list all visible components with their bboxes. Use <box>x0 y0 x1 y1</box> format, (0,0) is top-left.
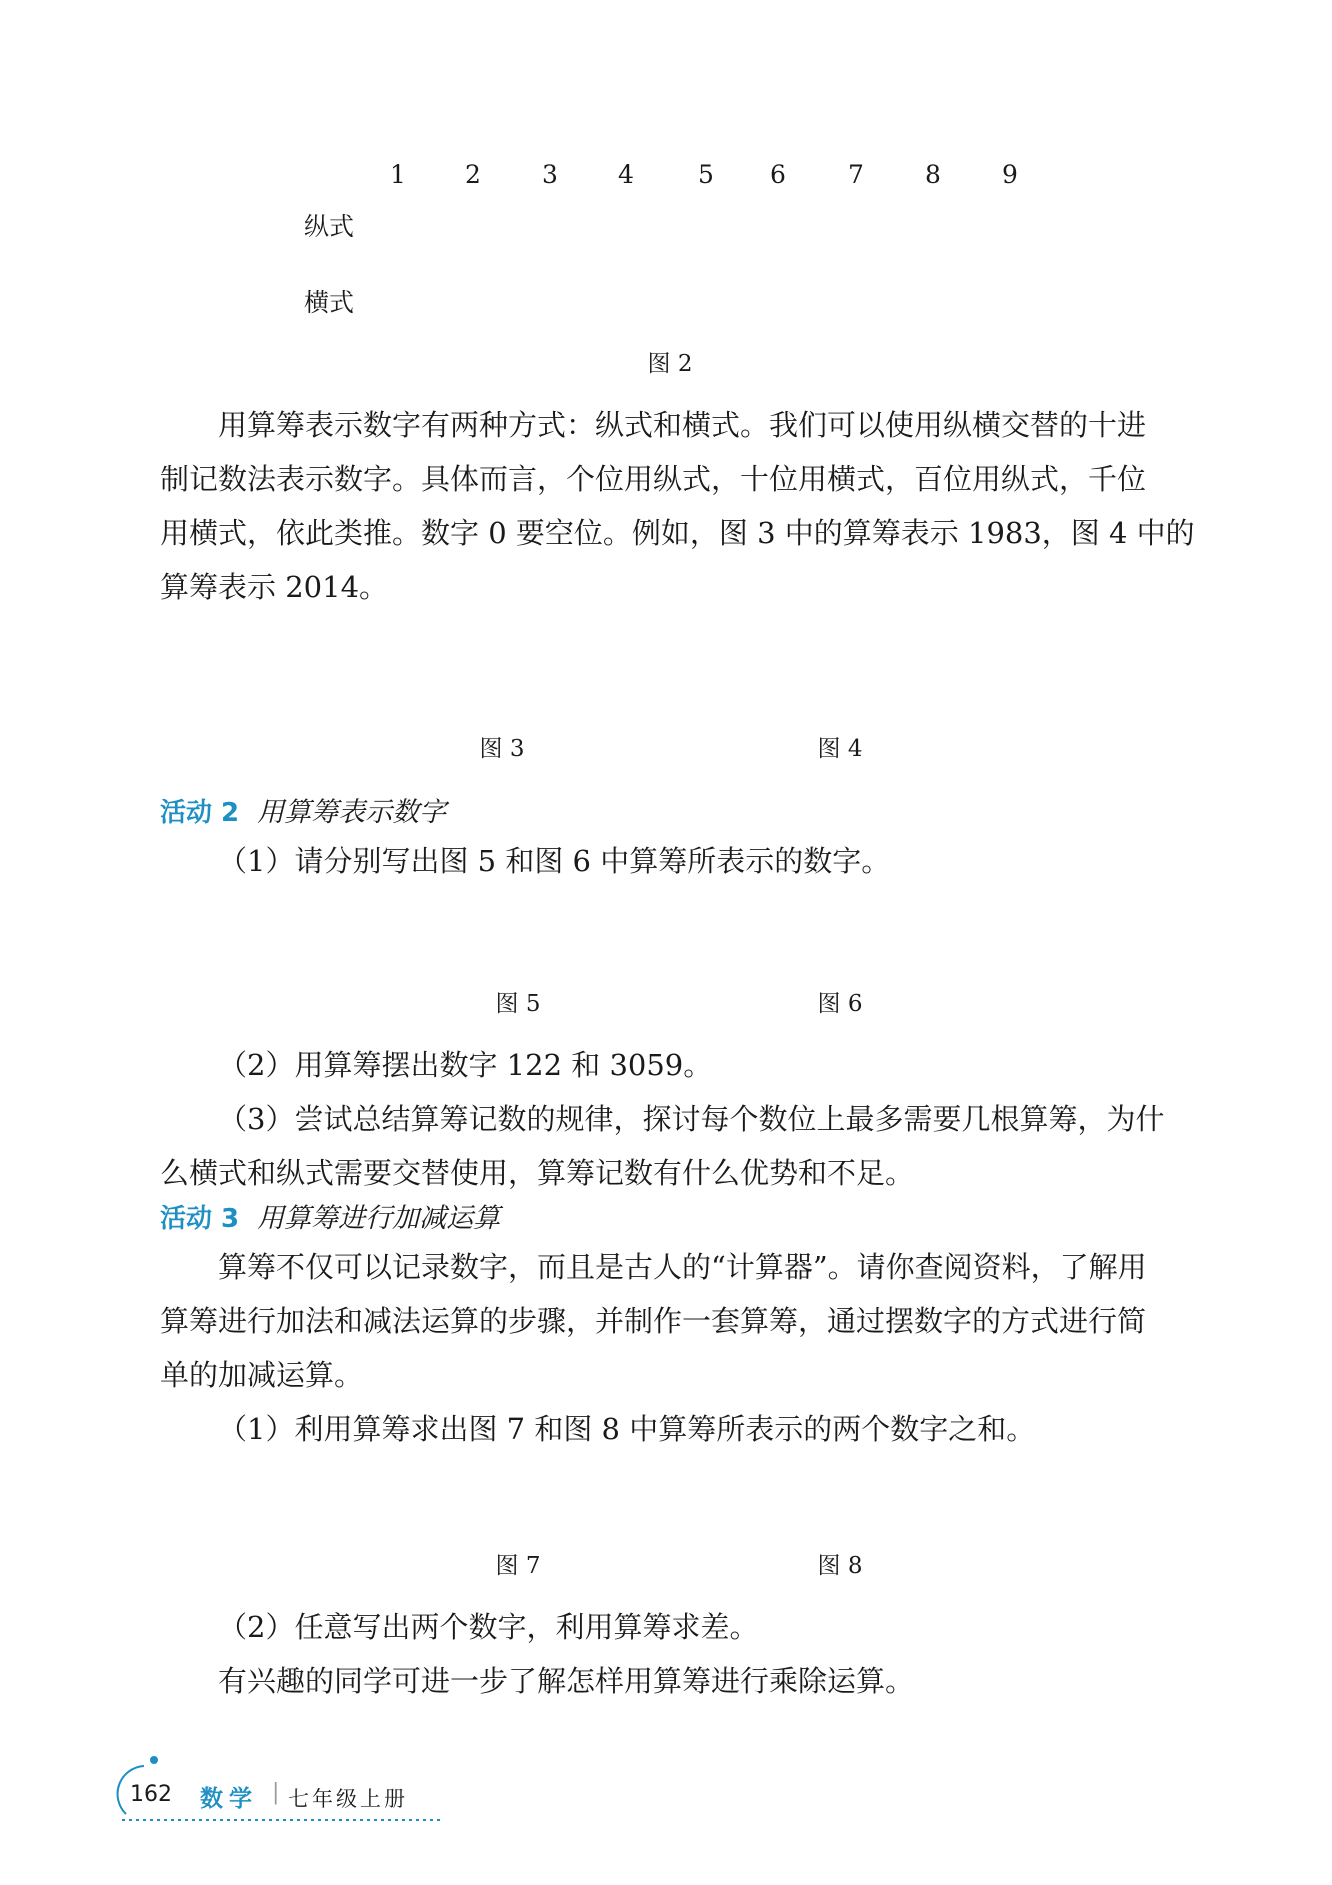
intro-paragraph <box>160 398 1195 614</box>
figures-5-6-rods <box>0 915 1332 975</box>
activity-2-q3-line-2: 么横式和纵式需要交替使用，算筹记数有什么优势和不足。 <box>160 1156 915 1190</box>
activity-3-heading <box>160 1196 500 1235</box>
digit-label-7: 7 <box>848 160 864 189</box>
horizontal-rod-7 <box>833 282 883 322</box>
horizontal-rod-8 <box>910 282 960 322</box>
row-label-horizontal: 横式 <box>304 288 355 317</box>
digit-label-8: 8 <box>925 160 941 189</box>
vertical-rod-5 <box>681 206 729 246</box>
vertical-rod-6 <box>754 206 806 246</box>
activity-2-title: 用算筹表示数字 <box>257 797 447 828</box>
intro-line-4: 算筹表示 2014。 <box>160 570 389 604</box>
horizontal-rod-3 <box>527 290 573 314</box>
page-number: 162 <box>130 1782 172 1807</box>
intro-line-3: 用横式，依此类推。数字 0 要空位。例如，图 3 中的算筹表示 1983，图 4 中的 <box>160 516 1195 550</box>
digit-label-4: 4 <box>618 160 634 189</box>
intro-line-2: 制记数法表示数字。具体而言，个位用纵式，十位用横式，百位用纵式，千位 <box>160 462 1147 496</box>
figure-7-caption: 图 7 <box>495 1553 541 1579</box>
vertical-rod-3 <box>538 206 562 246</box>
activity-3-q2-closing <box>160 1600 1180 1708</box>
activity-3-intro-line-1: 算筹不仅可以记录数字，而且是古人的“计算器”。请你查阅资料，了解用 <box>218 1250 1147 1284</box>
row-label-vertical: 纵式 <box>304 212 355 241</box>
figure-5-caption: 图 5 <box>495 991 541 1017</box>
horizontal-rod-5 <box>682 282 728 322</box>
activity-2-tag: 活动 2 <box>160 798 240 828</box>
intro-line-1: 用算筹表示数字有两种方式：纵式和横式。我们可以使用纵横交替的十进 <box>218 408 1147 442</box>
activity-3-title: 用算筹进行加减运算 <box>257 1203 501 1234</box>
figure-2-caption: 图 2 <box>647 351 693 377</box>
figure-6-caption: 图 6 <box>817 991 863 1017</box>
vertical-rod-7 <box>830 206 882 246</box>
digit-label-1: 1 <box>390 160 406 189</box>
digit-label-3: 3 <box>542 160 558 189</box>
activity-2-heading <box>160 790 446 829</box>
horizontal-rod-2 <box>452 296 498 308</box>
activity-2-q3-line-1: （3）尝试总结算筹记数的规律，探讨每个数位上最多需要几根算筹，为什 <box>218 1102 1165 1136</box>
figure-3-caption: 图 3 <box>479 736 525 762</box>
digit-label-5: 5 <box>698 160 714 189</box>
fig3-rods <box>408 663 595 703</box>
figures-7-8-rods <box>0 1475 1332 1535</box>
vertical-rod-4 <box>607 206 643 246</box>
footer-subject: 数学 <box>200 1785 258 1812</box>
activity-2-q1-text: （1）请分别写出图 5 和图 6 中算筹所表示的数字。 <box>218 844 891 878</box>
digit-label-2: 2 <box>465 160 481 189</box>
vertical-rod-2 <box>469 206 481 246</box>
rod-numeral-table <box>0 0 1332 340</box>
activity-3-tag: 活动 3 <box>160 1204 240 1234</box>
horizontal-rod-9 <box>986 282 1036 322</box>
activity-3-intro-line-2: 算筹进行加法和减法运算的步骤，并制作一套算筹，通过摆数字的方式进行简 <box>160 1304 1147 1338</box>
activity-2-q2-text: （2）用算筹摆出数字 122 和 3059。 <box>218 1048 713 1082</box>
activity-2-q2-q3 <box>160 1038 1180 1200</box>
activity-3-q2-text: （2）任意写出两个数字，利用算筹求差。 <box>218 1610 759 1644</box>
horizontal-rod-4 <box>602 286 648 319</box>
footer-separator: | <box>272 1780 280 1805</box>
digit-label-9: 9 <box>1002 160 1018 189</box>
activity-3-intro <box>160 1240 1180 1456</box>
footer-grade: 七年级上册 <box>288 1787 408 1811</box>
fig4-rods <box>740 663 935 703</box>
figure-8-caption: 图 8 <box>817 1553 863 1579</box>
activity-3-intro-line-3: 单的加减运算。 <box>160 1358 364 1392</box>
activity-3-q1-text: （1）利用算筹求出图 7 和图 8 中算筹所表示的两个数字之和。 <box>218 1412 1036 1446</box>
digit-label-6: 6 <box>770 160 786 189</box>
activity-2-q1 <box>160 834 1180 888</box>
activity-3-closing-text: 有兴趣的同学可进一步了解怎样用算筹进行乘除运算。 <box>218 1664 915 1698</box>
horizontal-rod-6 <box>756 282 806 322</box>
fig8-rods <box>773 1483 906 1523</box>
figure-4-caption: 图 4 <box>817 736 863 762</box>
fig5-rods <box>468 923 570 963</box>
fig6-rods <box>773 923 906 963</box>
vertical-rod-9 <box>984 206 1036 246</box>
vertical-rod-8 <box>907 206 959 246</box>
figures-3-4-rods <box>0 655 1332 715</box>
fig7-rods <box>468 1483 564 1523</box>
footer-dotted-rule <box>122 1818 442 1822</box>
